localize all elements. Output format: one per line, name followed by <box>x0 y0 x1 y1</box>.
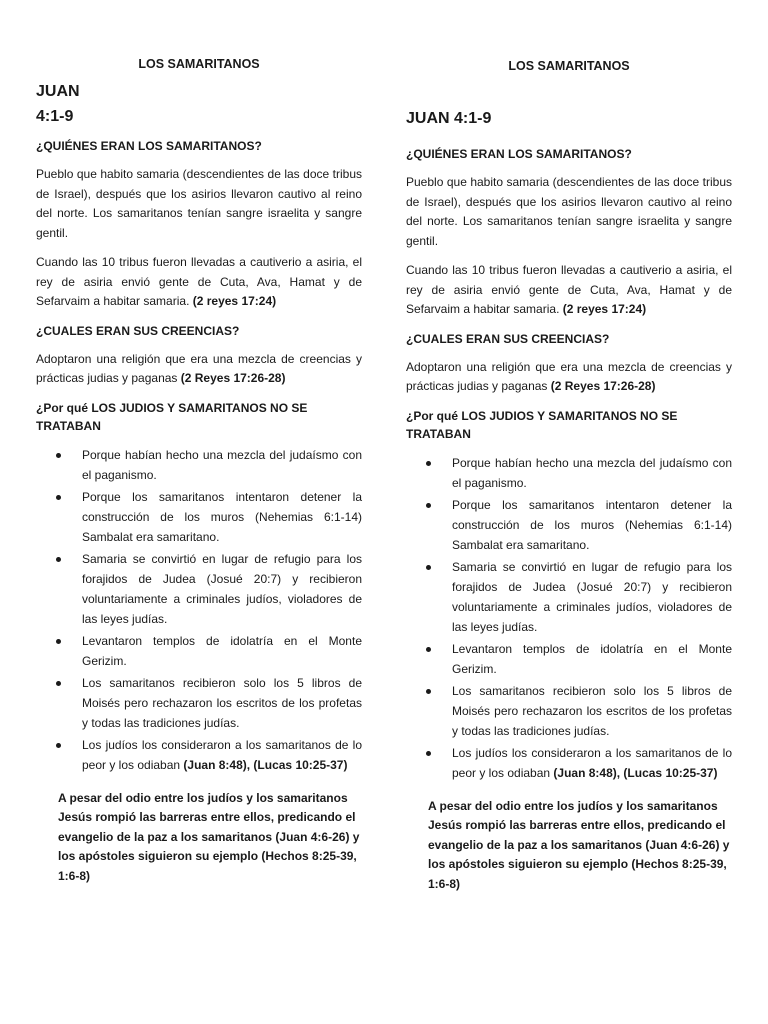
list-item <box>406 557 732 637</box>
paragraph-captivity <box>406 261 732 320</box>
list-item <box>406 495 732 555</box>
paragraph-who: Pueblo que habito samaria (descendientes de las doce tribus de Israel), después que los asirios llevaron cautivo al reino del norte. Los samaritanos tenían sangre israelita y sangre gentil. <box>36 167 362 240</box>
list-item-text: Porque habían hecho una mezcla del judaísmo con el paganismo. <box>82 447 362 482</box>
list-item <box>36 673 362 733</box>
page-header: LOS SAMARITANOS <box>508 59 630 73</box>
bullet-dot <box>56 681 61 686</box>
list-item-text: Porque los samaritanos intentaron detener la construcción de los muros (Nehemias 6:1-14) Sambalat era samaritano. <box>82 489 362 544</box>
closing-paragraph: A pesar del odio entre los judíos y los samaritanos Jesús rompió las barreras entre ellos, predicando el evangelio de la paz a los samaritanos (Juan 4:6-26) y los apóstoles siguieron su ejemplo (Hechos 8:25-39, 1:6-8) <box>428 798 730 891</box>
bullet-dot <box>426 461 431 466</box>
reference-2-reyes-17-26: (2 Reyes 17:26-28) <box>550 379 656 393</box>
bullet-dot <box>56 453 61 458</box>
list-item <box>36 735 362 775</box>
bullet-dot <box>426 751 431 756</box>
list-item-text: Porque habían hecho una mezcla del judaísmo con el paganismo. <box>452 455 732 490</box>
paragraph-captivity-text: Cuando las 10 tribus fueron llevadas a cautiverio a asiria, el rey de asiria envió gente de Cuta, Ava, Hamat y de Sefarvaim a habitar samaria. <box>406 263 732 316</box>
paragraph-beliefs <box>36 350 362 389</box>
question-who: ¿QUIÉNES ERAN LOS SAMARITANOS? <box>36 139 262 153</box>
page-header: LOS SAMARITANOS <box>138 57 260 71</box>
reference-2-reyes-17-24: (2 reyes 17:24) <box>562 302 647 316</box>
bullet-dot <box>426 689 431 694</box>
list-item <box>36 549 362 629</box>
paragraph-who: Pueblo que habito samaria (descendientes de las doce tribus de Israel), después que los asirios llevaron cautivo al reino del norte. Los samaritanos tenían sangre israelita y sangre gentil. <box>406 175 732 248</box>
bullet-dot <box>56 639 61 644</box>
closing-paragraph: A pesar del odio entre los judíos y los samaritanos Jesús rompió las barreras entre ellos, predicando el evangelio de la paz a los samaritanos (Juan 4:6-26) y los apóstoles siguieron su ejemplo (Hechos 8:25-39, 1:6-8) <box>58 790 360 883</box>
right-column <box>406 0 732 894</box>
reasons-list <box>406 453 732 783</box>
reference-juan-lucas: (Juan 8:48), (Lucas 10:25-37) <box>553 765 718 780</box>
title-line-2: 4:1-9 <box>36 108 74 125</box>
list-item <box>36 631 362 671</box>
left-column <box>36 0 362 886</box>
list-item-text: Levantaron templos de idolatría en el Monte Gerizim. <box>452 641 732 676</box>
list-item <box>36 445 362 485</box>
paragraph-beliefs-text: Adoptaron una religión que era una mezcla de creencias y prácticas judias y paganas <box>406 359 732 393</box>
list-item-text: Los samaritanos recibieron solo los 5 libros de Moisés pero rechazaron los escritos de los profetas y todas las tradiciones judías. <box>452 683 732 738</box>
title: JUAN 4:1-9 <box>406 110 492 127</box>
question-why: ¿Por qué LOS JUDIOS Y SAMARITANOS NO SE TRATABAN <box>36 400 308 433</box>
paragraph-beliefs-text: Adoptaron una religión que era una mezcla de creencias y prácticas judias y paganas <box>36 351 362 385</box>
question-beliefs: ¿CUALES ERAN SUS CREENCIAS? <box>406 331 610 346</box>
question-who: ¿QUIÉNES ERAN LOS SAMARITANOS? <box>406 147 632 161</box>
title-line-1: JUAN <box>36 83 80 100</box>
list-item <box>406 453 732 493</box>
list-item-text: Levantaron templos de idolatría en el Monte Gerizim. <box>82 633 362 668</box>
bullet-dot <box>56 557 61 562</box>
bullet-dot <box>426 503 431 508</box>
reference-juan-lucas: (Juan 8:48), (Lucas 10:25-37) <box>183 757 348 772</box>
bullet-dot <box>426 647 431 652</box>
list-item-text: Los judíos los consideraron a los samaritanos de lo peor y los odiaban <box>452 745 732 780</box>
list-item-text: Los samaritanos recibieron solo los 5 libros de Moisés pero rechazaron los escritos de los profetas y todas las tradiciones judías. <box>82 675 362 730</box>
list-item-text: Samaria se convirtió en lugar de refugio para los forajidos de Judea (Josué 20:7) y recibieron voluntariamente a criminales judíos, violadores de las leyes judías. <box>452 559 732 634</box>
list-item-text: Los judíos los consideraron a los samaritanos de lo peor y los odiaban <box>82 737 362 772</box>
question-beliefs: ¿CUALES ERAN SUS CREENCIAS? <box>36 323 240 338</box>
list-item-text: Porque los samaritanos intentaron detener la construcción de los muros (Nehemias 6:1-14) Sambalat era samaritano. <box>452 497 732 552</box>
reference-2-reyes-17-26: (2 Reyes 17:26-28) <box>180 371 286 385</box>
reference-2-reyes-17-24: (2 reyes 17:24) <box>192 294 277 308</box>
list-item <box>36 487 362 547</box>
list-item-text: Samaria se convirtió en lugar de refugio para los forajidos de Judea (Josué 20:7) y recibieron voluntariamente a criminales judíos, violadores de las leyes judías. <box>82 551 362 626</box>
question-why: ¿Por qué LOS JUDIOS Y SAMARITANOS NO SE TRATABAN <box>406 408 678 441</box>
reasons-list <box>36 445 362 775</box>
paragraph-beliefs <box>406 358 732 397</box>
list-item <box>406 639 732 679</box>
bullet-dot <box>426 565 431 570</box>
list-item <box>406 743 732 783</box>
bullet-dot <box>56 743 61 748</box>
bullet-dot <box>56 495 61 500</box>
paragraph-captivity <box>36 253 362 312</box>
list-item <box>406 681 732 741</box>
paragraph-captivity-text: Cuando las 10 tribus fueron llevadas a cautiverio a asiria, el rey de asiria envió gente de Cuta, Ava, Hamat y de Sefarvaim a habitar samaria. <box>36 255 362 308</box>
